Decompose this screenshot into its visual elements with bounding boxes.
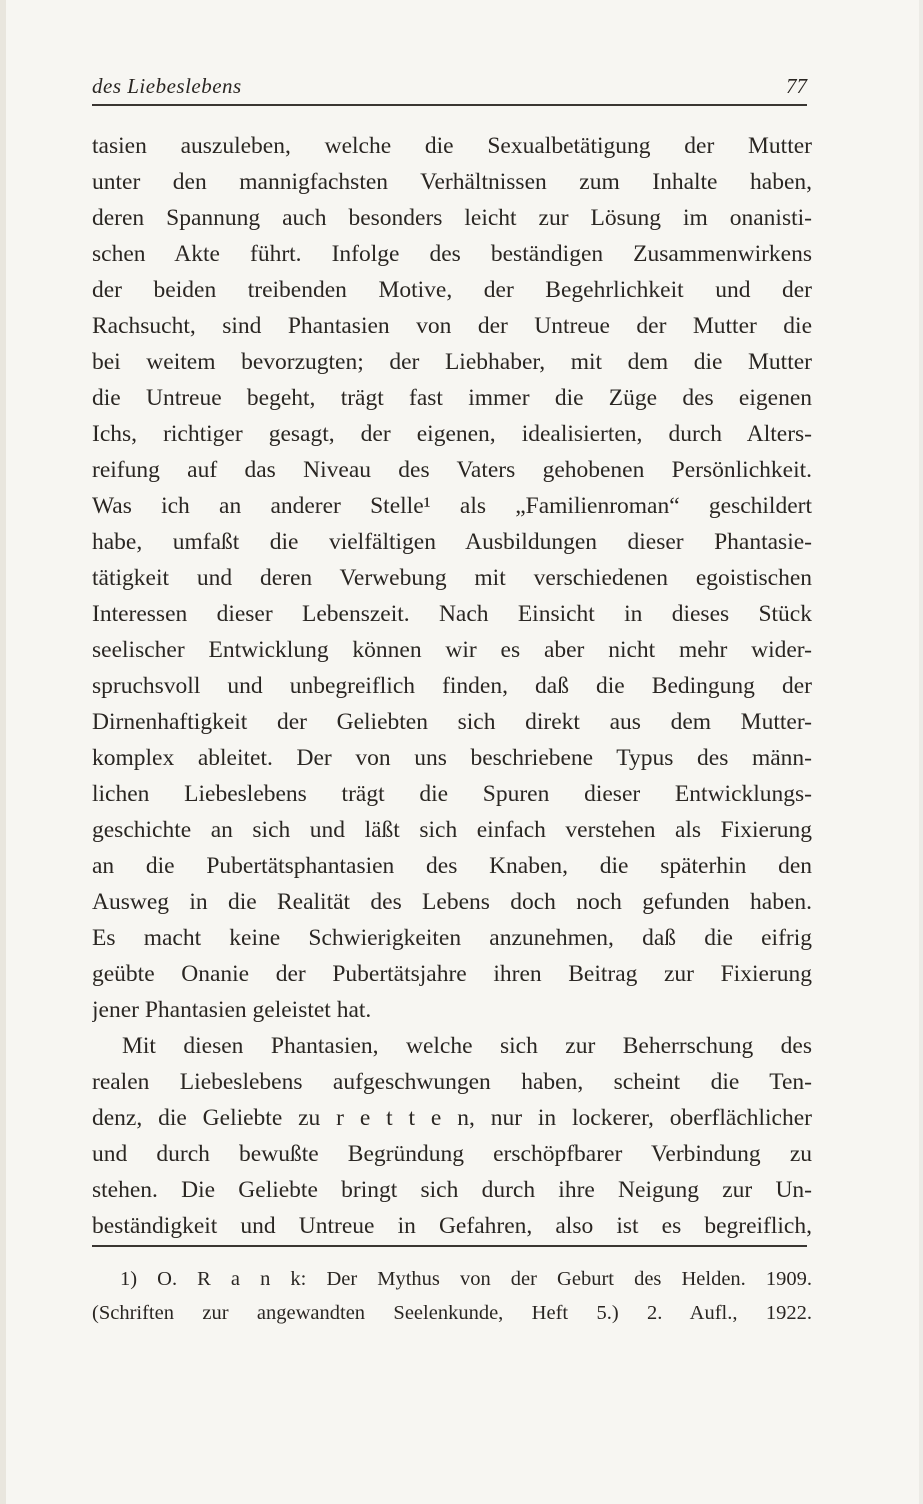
text-line: Interessen dieser Lebenszeit. Nach Einsicht in dieses Stück xyxy=(92,601,812,627)
text-line: geübte Onanie der Pubertätsjahre ihren Beitrag zur Fixierung xyxy=(92,961,812,987)
text-line: tasien auszuleben, welche die Sexualbetätigung der Mutter xyxy=(92,133,812,159)
text-line: schen Akte führt. Infolge des beständigen Zusammenwirkens xyxy=(92,241,812,267)
text-line: reifung auf das Niveau des Vaters gehobenen Persönlichkeit. xyxy=(92,457,812,483)
text-line: Rachsucht, sind Phantasien von der Untreue der Mutter die xyxy=(92,313,812,339)
header-rule xyxy=(92,104,807,106)
running-title: des Liebeslebens xyxy=(92,74,242,98)
footnotes xyxy=(92,1262,812,1330)
page-number: 77 xyxy=(786,74,807,98)
footnote-line: (Schriften zur angewandten Seelenkunde, Heft 5.) 2. Aufl., 1922. xyxy=(92,1302,812,1324)
text-line: Es macht keine Schwierigkeiten anzunehmen, daß die eifrig xyxy=(92,925,812,951)
text-line: und durch bewußte Begründung erschöpfbarer Verbindung zu xyxy=(92,1141,812,1167)
text-line: lichen Liebeslebens trägt die Spuren dieser Entwicklungs- xyxy=(92,781,812,807)
text-line: unter den mannigfachsten Verhältnissen zum Inhalte haben, xyxy=(92,169,812,195)
text-line: tätigkeit und deren Verwebung mit verschiedenen egoistischen xyxy=(92,565,812,591)
text-line: Ausweg in die Realität des Lebens doch noch gefunden haben. xyxy=(92,889,812,915)
text-line: die Untreue begeht, trägt fast immer die Züge des eigenen xyxy=(92,385,812,411)
text-line: seelischer Entwicklung können wir es aber nicht mehr wider- xyxy=(92,637,812,663)
text-line: deren Spannung auch besonders leicht zur Lösung im onanisti- xyxy=(92,205,812,231)
footnote-line: 1) O. R a n k: Der Mythus von der Geburt des Helden. 1909. xyxy=(120,1268,812,1290)
body-text xyxy=(92,128,812,1244)
text-line: habe, umfaßt die vielfältigen Ausbildungen dieser Phantasie- xyxy=(92,529,812,555)
text-line: komplex ableitet. Der von uns beschriebene Typus des männ- xyxy=(92,745,812,771)
text-line: an die Pubertätsphantasien des Knaben, die späterhin den xyxy=(92,853,812,879)
text-line: realen Liebeslebens aufgeschwungen haben, scheint die Ten- xyxy=(92,1069,812,1095)
text-line: geschichte an sich und läßt sich einfach verstehen als Fixierung xyxy=(92,817,812,843)
text-line-paragraph-start: Mit diesen Phantasien, welche sich zur Beherrschung des xyxy=(122,1033,812,1059)
text-line: beständigkeit und Untreue in Gefahren, also ist es begreiflich, xyxy=(92,1213,812,1239)
text-line: Dirnenhaftigkeit der Geliebten sich direkt aus dem Mutter- xyxy=(92,709,812,735)
footnote-rule xyxy=(92,1245,807,1247)
text-line: der beiden treibenden Motive, der Begehrlichkeit und der xyxy=(92,277,812,303)
text-line: stehen. Die Geliebte bringt sich durch ihre Neigung zur Un- xyxy=(92,1177,812,1203)
text-line: Was ich an anderer Stelle¹ als „Familienroman“ geschildert xyxy=(92,493,812,519)
text-line: spruchsvoll und unbegreiflich finden, daß die Bedingung der xyxy=(92,673,812,699)
text-line: bei weitem bevorzugten; der Liebhaber, mit dem die Mutter xyxy=(92,349,812,375)
text-line: jener Phantasien geleistet hat. xyxy=(92,997,372,1023)
running-head xyxy=(92,70,807,102)
text-line: denz, die Geliebte zu r e t t e n, nur in lockerer, oberflächlicher xyxy=(92,1105,812,1131)
text-line: Ichs, richtiger gesagt, der eigenen, idealisierten, durch Alters- xyxy=(92,421,812,447)
